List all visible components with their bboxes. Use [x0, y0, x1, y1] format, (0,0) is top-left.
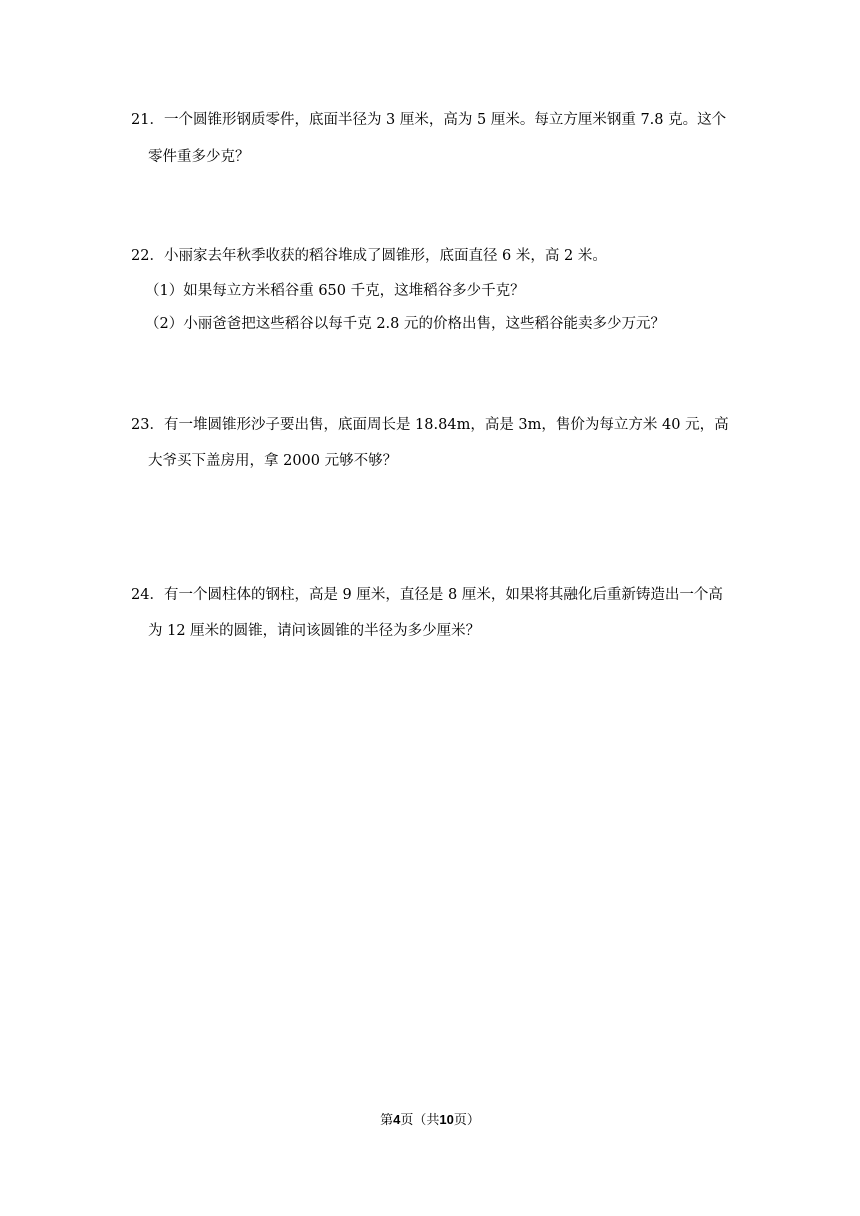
- question-21-text-continued: 零件重多少克？: [148, 149, 250, 165]
- question-23-text-continued: 大爷买下盖房用，拿 2000 元够不够？: [148, 453, 398, 469]
- footer-middle: 页（共: [400, 1113, 440, 1128]
- footer-total-pages: 10: [439, 1112, 454, 1127]
- question-23-text: 23．有一堆圆锥形沙子要出售，底面周长是 18.84m，高是 3m，售价为每立方米 40 元，高: [131, 417, 729, 433]
- footer-page-number: 4: [393, 1112, 401, 1127]
- question-24-text-continued: 为 12 厘米的圆锥，请问该圆锥的半径为多少厘米？: [148, 623, 481, 639]
- footer-prefix: 第: [380, 1113, 394, 1128]
- question-22-subquestion-2: （2）小丽爸爸把这些稻谷以每千克 2.8 元的价格出售，这些稻谷能卖多少万元？: [145, 316, 666, 332]
- question-21-text: 21．一个圆锥形钢质零件，底面半径为 3 厘米，高为 5 厘米。每立方厘米钢重 7.8 克。这个: [131, 112, 727, 128]
- footer-suffix: 页）: [453, 1113, 480, 1128]
- page-footer: [0, 1110, 860, 1131]
- question-24-text: 24．有一个圆柱体的钢柱，高是 9 厘米，直径是 8 厘米，如果将其融化后重新铸造出一个高: [131, 587, 723, 603]
- question-22-text: 22．小丽家去年秋季收获的稻谷堆成了圆锥形，底面直径 6 米，高 2 米。: [131, 248, 607, 264]
- question-22-subquestion-1: （1）如果每立方米稻谷重 650 千克，这堆稻谷多少千克？: [145, 283, 525, 299]
